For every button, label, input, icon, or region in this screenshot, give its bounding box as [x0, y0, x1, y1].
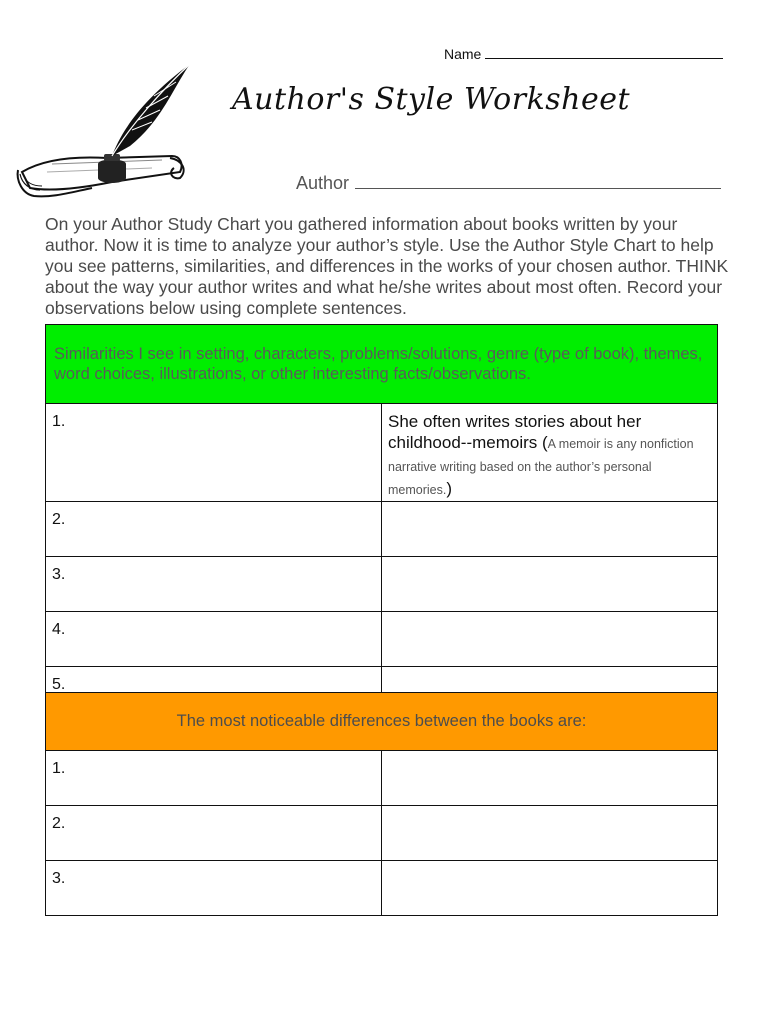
table-row [46, 751, 718, 806]
response-text: She often writes stories about her childhood--memoirs ( [388, 412, 642, 452]
row-number: 3. [46, 861, 382, 916]
name-label: Name [444, 46, 482, 62]
name-blank-line[interactable] [485, 46, 723, 59]
row-response-4[interactable] [382, 612, 718, 667]
difference-response-2[interactable] [382, 806, 718, 861]
name-field[interactable] [444, 46, 723, 62]
row-number: 4. [46, 612, 382, 667]
row-number: 1. [46, 751, 382, 806]
similarities-table [45, 324, 718, 722]
row-response-2[interactable] [382, 502, 718, 557]
table-row [46, 404, 718, 502]
difference-response-3[interactable] [382, 861, 718, 916]
quill-and-scroll-icon [12, 60, 194, 215]
author-blank-line[interactable] [355, 172, 721, 189]
row-response-3[interactable] [382, 557, 718, 612]
author-field[interactable] [296, 172, 721, 194]
row-number: 1. [46, 404, 382, 502]
page-title: Author's Style Worksheet [232, 82, 631, 117]
difference-response-1[interactable] [382, 751, 718, 806]
row-number: 2. [46, 806, 382, 861]
table-row [46, 806, 718, 861]
author-label: Author [296, 173, 350, 193]
table-row [46, 861, 718, 916]
similarities-heading: Similarities I see in setting, characters, problems/solutions, genre (type of book), themes, word choices, illustrations, or other interesting facts/observations. [46, 325, 718, 404]
row-number: 5. [46, 667, 382, 722]
row-number: 3. [46, 557, 382, 612]
row-number: 2. [46, 502, 382, 557]
differences-heading: The most noticeable differences between the books are: [46, 693, 718, 751]
differences-table [45, 692, 718, 916]
row-response-1[interactable] [382, 404, 718, 502]
table-row [46, 557, 718, 612]
table-row [46, 502, 718, 557]
instructions-paragraph: On your Author Study Chart you gathered information about books written by your author. Now it is time to analyze your author’s style. Use the Author Style Chart to help you see patterns, similarities, and differences in the works of your chosen author. THINK about the way your author writes and what he/she writes about most often. Record your observations below using complete sentences. [45, 214, 729, 318]
response-note: A memoir is any nonfiction narrative writing based on the author’s personal memories. [388, 437, 694, 497]
response-close-paren: ) [446, 479, 453, 498]
table-row [46, 612, 718, 667]
